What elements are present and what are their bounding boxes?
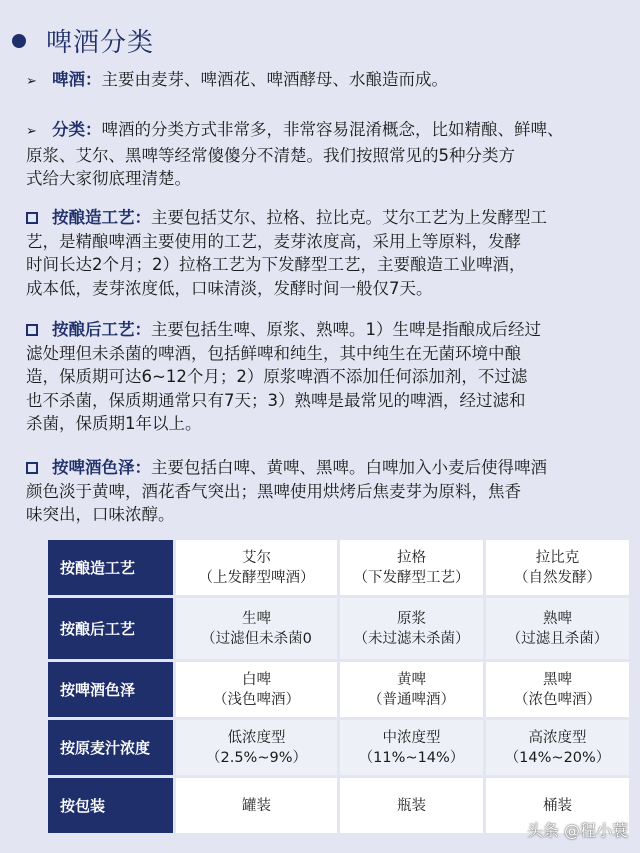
table-row [48, 540, 632, 598]
brewing-paragraph [26, 206, 630, 300]
table-cell [176, 778, 340, 836]
cell-name: 黑啤 [543, 671, 572, 688]
square-bullet-icon [26, 212, 38, 224]
table-cell [176, 720, 340, 778]
brewing-line: 时间长达2个月；2）拉格工艺为下发酵型工艺，主要酿造工业啤酒， [26, 255, 526, 274]
classification-table [48, 540, 632, 836]
table-cell [340, 720, 486, 778]
post-line: 滤处理但未杀菌的啤酒，包括鲜啤和纯生，其中纯生在无菌环境中酿 [26, 343, 521, 363]
post-process-paragraph [26, 318, 630, 436]
classify-line: 原浆、艾尔、黑啤等经常傻傻分不清楚。我们按照常见的5种分类方 [26, 145, 515, 165]
cell-sub: （2.5%~9%） [206, 749, 307, 766]
classify-paragraph [26, 118, 630, 191]
intro-key: 啤酒： [52, 70, 102, 89]
table-cell [486, 540, 632, 598]
row-header: 按酿后工艺 [48, 598, 176, 662]
brewing-line: 成本低，麦芽浓度低，口味清淡，发酵时间一般仅7天。 [26, 278, 433, 298]
table-cell [486, 662, 632, 720]
table-cell [340, 778, 486, 836]
page-title: 啤酒分类 [46, 28, 155, 58]
post-line: 杀菌，保质期1年以上。 [26, 414, 202, 433]
arrow-bullet-icon: ➢ [26, 124, 37, 139]
square-bullet-icon [26, 324, 38, 336]
page-title-row [12, 22, 154, 59]
intro-paragraph [26, 68, 630, 94]
cell-name: 中浓度型 [382, 729, 441, 746]
table-row [48, 662, 632, 720]
cell-sub: （浓色啤酒） [514, 691, 601, 708]
color-line: 主要包括白啤、黄啤、黑啤。白啤加入小麦后使得啤酒 [151, 458, 547, 477]
row-header: 按包装 [48, 778, 176, 836]
table-row [48, 598, 632, 662]
row-header: 按啤酒色泽 [48, 662, 176, 720]
post-line: 造，保质期可达6~12个月；2）原浆啤酒不添加任何添加剂，不过滤 [26, 367, 528, 386]
table-cell [340, 540, 486, 598]
cell-name: 拉比克 [535, 549, 580, 566]
table-row [48, 720, 632, 778]
table-cell [486, 720, 632, 778]
cell-sub: （过滤但未杀菌0 [201, 630, 312, 647]
bullet-dot-icon [12, 34, 26, 48]
intro-text: 主要由麦芽、啤酒花、啤酒酵母、水酿造而成。 [101, 70, 448, 89]
color-line: 味突出，口味浓醇。 [26, 505, 175, 524]
cell-name: 罐装 [242, 797, 271, 814]
brewing-key: 按酿造工艺： [52, 208, 151, 227]
row-header: 按酿造工艺 [48, 540, 176, 598]
post-line: 也不杀菌，保质期通常只有7天；3）熟啤是最常见的啤酒，经过滤和 [26, 390, 526, 410]
cell-name: 白啤 [242, 671, 271, 688]
cell-sub: （未过滤未杀菌） [353, 630, 470, 647]
cell-name: 生啤 [242, 610, 271, 627]
cell-sub: （上发酵型啤酒） [198, 569, 315, 586]
cell-name: 瓶装 [397, 797, 426, 814]
cell-sub: （浅色啤酒） [213, 691, 300, 708]
table-cell [340, 662, 486, 720]
cell-name: 低浓度型 [227, 729, 286, 746]
cell-name: 黄啤 [397, 671, 426, 688]
table-cell [340, 598, 486, 662]
color-line: 颜色淡于黄啤，酒花香气突出；黑啤使用烘烤后焦麦芽为原料，焦香 [26, 481, 521, 501]
classify-line: 啤酒的分类方式非常多，非常容易混淆概念，比如精酿、鲜啤、 [101, 120, 564, 139]
classify-key: 分类： [52, 120, 102, 139]
post-line: 主要包括生啤、原浆、熟啤。1）生啤是指酿成后经过 [151, 320, 541, 339]
table-cell [176, 662, 340, 720]
cell-sub: （过滤且杀菌） [506, 630, 609, 647]
cell-sub: （14%~20%） [504, 749, 611, 766]
row-header: 按原麦汁浓度 [48, 720, 176, 778]
color-paragraph [26, 456, 630, 527]
cell-sub: （11%~14%） [358, 749, 465, 766]
color-key: 按啤酒色泽： [52, 458, 151, 477]
cell-name: 原浆 [397, 610, 426, 627]
brewing-line: 艺，是精酿啤酒主要使用的工艺，麦芽浓度高，采用上等原料，发酵 [26, 231, 521, 251]
cell-name: 拉格 [397, 549, 426, 566]
cell-name: 高浓度型 [528, 729, 587, 746]
cell-name: 桶装 [543, 797, 572, 814]
cell-name: 艾尔 [242, 549, 271, 566]
classify-line: 式给大家彻底理清楚。 [26, 169, 191, 188]
cell-sub: （普通啤酒） [368, 691, 455, 708]
cell-sub: （下发酵型工艺） [353, 569, 470, 586]
post-key: 按酿后工艺： [52, 320, 151, 339]
table-cell [176, 540, 340, 598]
watermark: 头条 @程小蓑 [526, 821, 628, 840]
square-bullet-icon [26, 462, 38, 474]
cell-name: 熟啤 [543, 610, 572, 627]
arrow-bullet-icon: ➢ [26, 74, 37, 89]
cell-sub: （自然发酵） [514, 569, 601, 586]
table-cell [486, 598, 632, 662]
brewing-line: 主要包括艾尔、拉格、拉比克。艾尔工艺为上发酵型工 [151, 208, 547, 227]
table-cell [176, 598, 340, 662]
